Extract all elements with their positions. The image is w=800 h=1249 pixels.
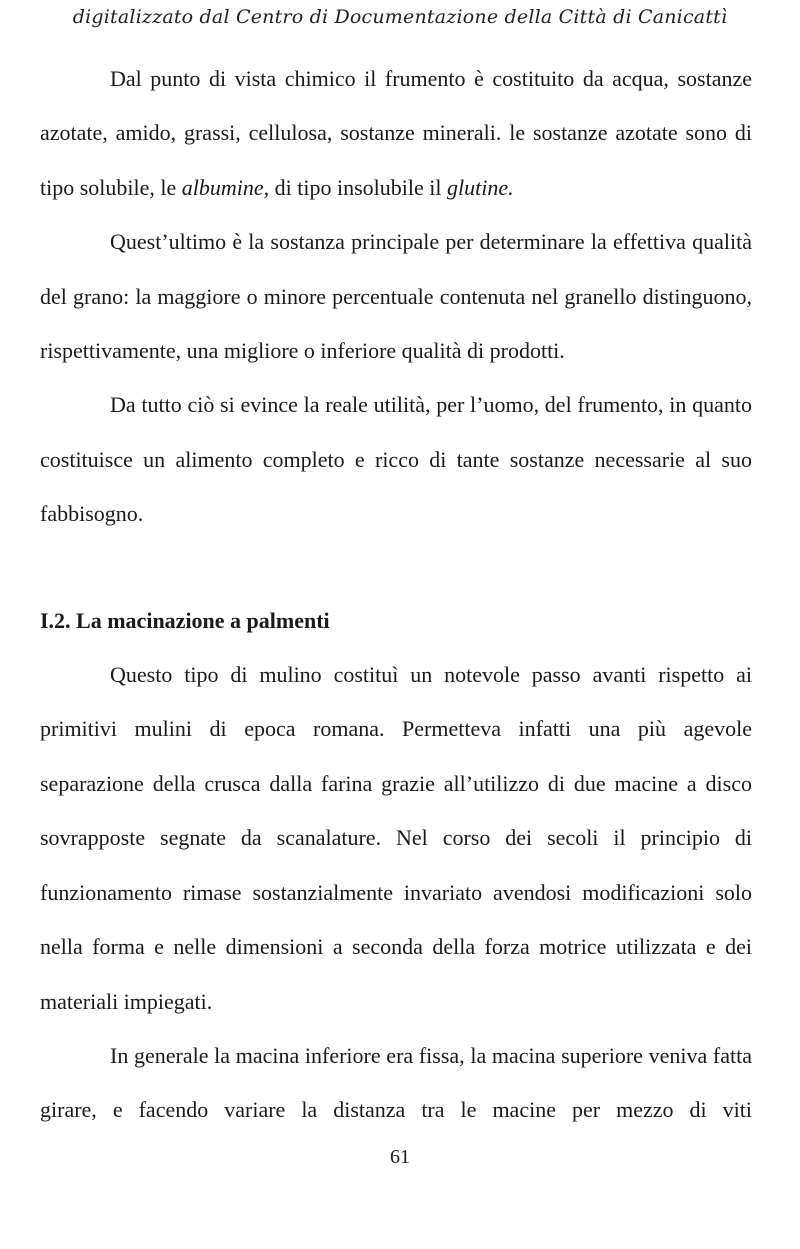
paragraph-p5 [40, 1029, 752, 1138]
page-body [40, 52, 752, 1138]
section-heading [40, 594, 752, 648]
paragraph-text: Quest’ultimo è la sostanza principale per determinare la effettiva qualità del grano: la maggiore o minore percentuale contenuta nel granello distinguono, rispettivamente, una migliore o inferiore qualità di prodotti. [40, 229, 752, 364]
paragraph-text: Da tutto ciò si evince la reale utilità, per l’uomo, del frumento, in quanto costituisce un alimento completo e ricco di tante sostanze necessarie al suo fabbisogno. [40, 392, 752, 527]
page-number: 61 [390, 1146, 410, 1168]
paragraph-text: In generale la macina inferiore era fissa, la macina superiore veniva fatta girare, e facendo variare la distanza tra le macine per mezzo di viti [40, 1042, 752, 1123]
paragraph-text: Dal punto di vista chimico il frumento è costituito da acqua, sostanze azotate, amido, grassi, cellulosa, sostanze minerali. le sostanze azotate sono di tipo solubile, le [40, 66, 752, 200]
italic-term: albumine, [181, 174, 270, 200]
intro-paragraphs [40, 52, 752, 542]
paragraph-p1 [40, 52, 752, 215]
paragraph-p4 [40, 648, 752, 1029]
paragraph-text: di tipo insolubile il [269, 174, 447, 200]
digitization-watermark: digitalizzato dal Centro di Documentazione della Città di Canicattì [72, 6, 728, 28]
paragraph-p2 [40, 215, 752, 378]
italic-term: glutine. [447, 174, 514, 200]
paragraph-text: Questo tipo di mulino costituì un notevole passo avanti rispetto ai primitivi mulini di epoca romana. Permetteva infatti una più agevole separazione della crusca dalla farina grazie all’utilizzo di due macine a disco sovrapposte segnate da scanalature. Nel corso dei secoli il principio di funzionamento rimase sostanzialmente invariato avendosi modificazioni solo nella forma e nelle dimensioni a seconda della forza motrice utilizzata e dei materiali impiegati. [40, 662, 752, 1014]
paragraph-p3 [40, 378, 752, 541]
section-paragraphs [40, 648, 752, 1138]
section-heading-text: I.2. La macinazione a palmenti [40, 607, 330, 633]
